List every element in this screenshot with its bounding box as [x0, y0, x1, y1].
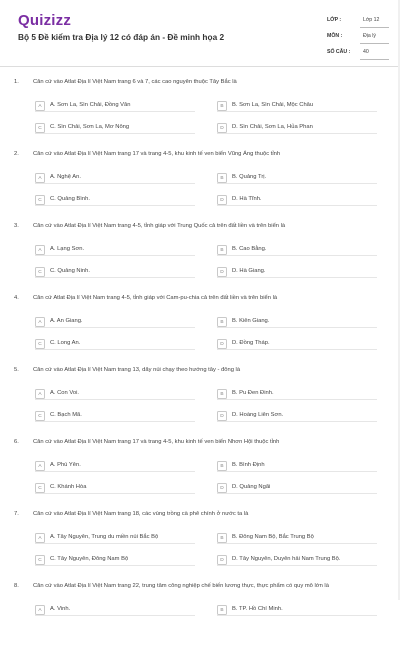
question-number: 5. [14, 367, 19, 373]
answer-option-b[interactable] [217, 316, 377, 328]
option-letter-box: B [217, 317, 227, 327]
option-text: D. Sìn Chải, Sơn La, Hủa Phan [232, 124, 313, 130]
option-letter-box: D [217, 339, 227, 349]
question-text: Căn cứ vào Atlat Địa lí Việt Nam trang 17 và trang 4-5, khu kinh tế ven biển Vũng Áng thuộc tỉnh [33, 151, 281, 157]
option-text: C. Khánh Hòa [50, 484, 87, 490]
option-text: A. Lạng Sơn. [50, 246, 85, 252]
question-text: Căn cứ vào Atlat Địa lí Việt Nam trang 17 và trang 4-5, khu kinh tế ven biển Nhơn Hội thuộc tỉnh [33, 439, 280, 445]
option-letter-box: A [35, 317, 45, 327]
option-letter-box: B [217, 245, 227, 255]
option-text: B. Cao Bằng. [232, 246, 267, 252]
meta-row-question-count [327, 46, 389, 62]
worksheet-meta [327, 14, 389, 62]
option-text: A. An Giang. [50, 318, 83, 324]
question-text: Căn cứ Atlat Địa lí Việt Nam trang 4-5, tỉnh giáp với Cam-pu-chia cả trên đất liền và trên biển là [33, 295, 278, 301]
option-text: C. Quảng Ninh. [50, 268, 90, 274]
option-text: D. Hoàng Liên Sơn. [232, 412, 284, 418]
meta-underline [360, 59, 389, 60]
answer-option-d[interactable] [217, 554, 377, 566]
option-text: C. Bạch Mã. [50, 412, 82, 418]
answer-option-a[interactable] [35, 460, 195, 472]
option-text: B. Sơn La, Sìn Chải, Mộc Châu [232, 102, 314, 108]
option-letter-box: D [217, 483, 227, 493]
option-letter-box: B [217, 533, 227, 543]
question-number: 8. [14, 583, 19, 589]
option-text: B. Pu Đen Đinh. [232, 390, 274, 396]
question-number: 4. [14, 295, 19, 301]
question-number: 2. [14, 151, 19, 157]
answer-option-a[interactable] [35, 316, 195, 328]
meta-underline [360, 27, 389, 28]
option-text: B. TP. Hồ Chí Minh. [232, 606, 283, 612]
question-item [0, 439, 400, 511]
meta-row-class [327, 14, 389, 30]
question-item [0, 151, 400, 223]
answer-option-a[interactable] [35, 604, 195, 616]
question-number: 3. [14, 223, 19, 229]
meta-value: 40 [363, 49, 369, 55]
option-text: D. Tây Nguyên, Duyên hải Nam Trung Bộ. [232, 556, 341, 562]
option-letter-box: A [35, 461, 45, 471]
answer-option-d[interactable] [217, 194, 377, 206]
quizizz-logo: Quizizz [18, 12, 72, 29]
answer-option-c[interactable] [35, 410, 195, 422]
answer-option-a[interactable] [35, 100, 195, 112]
option-letter-box: C [35, 195, 45, 205]
option-text: B. Bình Định [232, 462, 265, 468]
worksheet-title: Bộ 5 Đề kiểm tra Địa lý 12 có đáp án - Đề minh họa 2 [18, 32, 225, 42]
option-text: D. Quảng Ngãi [232, 484, 271, 490]
option-letter-box: A [35, 389, 45, 399]
option-text: A. Vinh. [50, 606, 71, 612]
worksheet-header [0, 0, 400, 64]
answer-option-a[interactable] [35, 244, 195, 256]
answer-option-b[interactable] [217, 388, 377, 400]
meta-underline [360, 43, 389, 44]
question-text: Căn cứ vào Atlat Địa lí Việt Nam trang 18, các vùng trồng cà phê chính ở nước ta là [33, 511, 249, 517]
option-text: D. Hà Giang. [232, 268, 266, 274]
meta-value: Lớp 12 [363, 17, 380, 23]
option-text: A. Con Voi. [50, 390, 80, 396]
question-item [0, 367, 400, 439]
option-letter-box: C [35, 123, 45, 133]
answer-option-a[interactable] [35, 172, 195, 184]
option-text: B. Kiên Giang. [232, 318, 270, 324]
option-letter-box: C [35, 483, 45, 493]
option-letter-box: D [217, 123, 227, 133]
option-letter-box: B [217, 101, 227, 111]
option-letter-box: A [35, 173, 45, 183]
question-number: 1. [14, 79, 19, 85]
question-item [0, 511, 400, 583]
option-letter-box: C [35, 339, 45, 349]
option-letter-box: C [35, 267, 45, 277]
meta-label: LỚP : [327, 17, 342, 23]
option-letter-box: D [217, 267, 227, 277]
option-letter-box: C [35, 411, 45, 421]
answer-option-d[interactable] [217, 410, 377, 422]
question-list [0, 79, 400, 655]
question-number: 6. [14, 439, 19, 445]
answer-option-c[interactable] [35, 338, 195, 350]
option-letter-box: A [35, 533, 45, 543]
answer-option-b[interactable] [217, 460, 377, 472]
meta-row-subject [327, 30, 389, 46]
meta-label: SỐ CÂU : [327, 49, 351, 55]
option-letter-box: A [35, 245, 45, 255]
meta-label: MÔN : [327, 33, 343, 39]
option-text: C. Quảng Bình. [50, 196, 90, 202]
option-text: A. Nghệ An. [50, 174, 81, 180]
answer-option-c[interactable] [35, 482, 195, 494]
answer-option-b[interactable] [217, 100, 377, 112]
question-text: Căn cứ vào Atlat Địa lí Việt Nam trang 13, dãy núi chạy theo hướng tây - đông là [33, 367, 241, 373]
option-letter-box: B [217, 389, 227, 399]
question-text: Căn cứ vào Atlat Địa lí Việt Nam trang 22, trung tâm công nghiệp chế biến lương thực, thực phẩm có quy mô lớn là [33, 583, 329, 589]
option-text: D. Đồng Tháp. [232, 340, 270, 346]
question-text: Căn cứ vào Atlat Địa lí Việt Nam trang 4-5, tỉnh giáp với Trung Quốc cả trên đất liền và trên biển là [33, 223, 286, 229]
option-text: A. Phú Yên. [50, 462, 81, 468]
answer-option-d[interactable] [217, 266, 377, 278]
answer-option-b[interactable] [217, 244, 377, 256]
answer-option-c[interactable] [35, 266, 195, 278]
option-text: A. Sơn La, Sìn Chải, Đồng Văn [50, 102, 131, 108]
option-letter-box: B [217, 605, 227, 615]
answer-option-b[interactable] [217, 172, 377, 184]
option-text: C. Tây Nguyên, Đông Nam Bộ [50, 556, 129, 562]
answer-option-b[interactable] [217, 604, 377, 616]
answer-option-c[interactable] [35, 122, 195, 134]
option-letter-box: D [217, 555, 227, 565]
question-item [0, 223, 400, 295]
option-text: A. Tây Nguyên, Trung du miền núi Bắc Bộ [50, 534, 159, 540]
option-text: C. Long An. [50, 340, 81, 346]
option-text: B. Quảng Trị. [232, 174, 267, 180]
question-number: 7. [14, 511, 19, 517]
header-divider [0, 66, 400, 67]
question-item [0, 583, 400, 655]
question-item [0, 79, 400, 151]
question-text: Căn cứ vào Atlat Địa lí Việt Nam trang 6 và 7, các cao nguyên thuộc Tây Bắc là [33, 79, 237, 85]
option-text: B. Đông Nam Bộ, Bắc Trung Bộ [232, 534, 314, 540]
option-text: C. Sìn Chải, Sơn La, Mơ Nông [50, 124, 130, 130]
option-letter-box: D [217, 411, 227, 421]
answer-option-c[interactable] [35, 194, 195, 206]
answer-option-c[interactable] [35, 554, 195, 566]
answer-option-a[interactable] [35, 388, 195, 400]
answer-option-d[interactable] [217, 482, 377, 494]
option-letter-box: A [35, 605, 45, 615]
answer-option-d[interactable] [217, 338, 377, 350]
answer-option-a[interactable] [35, 532, 195, 544]
option-text: D. Hà Tĩnh. [232, 196, 262, 202]
option-letter-box: C [35, 555, 45, 565]
answer-option-b[interactable] [217, 532, 377, 544]
option-letter-box: D [217, 195, 227, 205]
answer-option-d[interactable] [217, 122, 377, 134]
meta-value: Địa lý [363, 33, 376, 39]
question-item [0, 295, 400, 367]
option-letter-box: B [217, 461, 227, 471]
option-letter-box: B [217, 173, 227, 183]
option-letter-box: A [35, 101, 45, 111]
